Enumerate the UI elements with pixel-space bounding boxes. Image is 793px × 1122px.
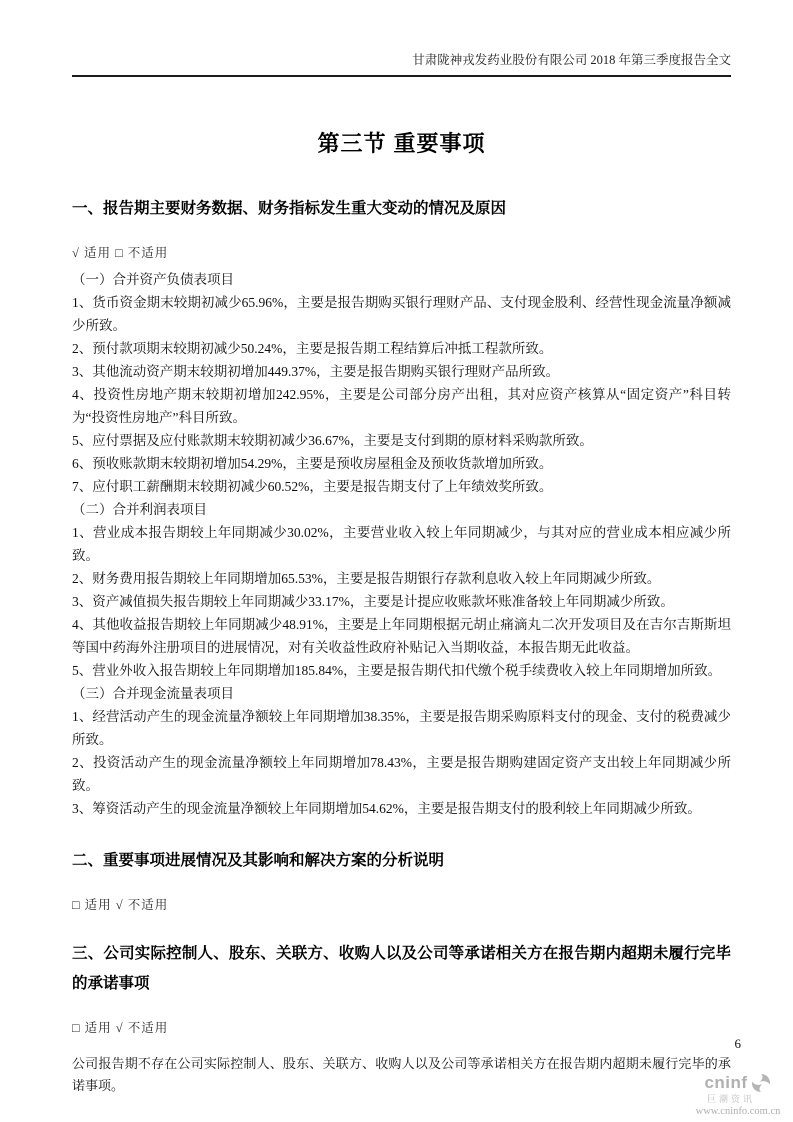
paragraph: 1、经营活动产生的现金流量净额较上年同期增加38.35%，主要是报告期采购原料支付的现金、支付的税费减少所致。 <box>72 709 731 747</box>
paragraph: 1、营业成本报告期较上年同期减少30.02%，主要营业收入较上年同期减少，与其对应的营业成本相应减少所致。 <box>72 525 731 563</box>
applicability-line-3: □ 适用 √ 不适用 <box>72 1021 169 1035</box>
sub-heading: （一）合并资产负债表项目 <box>72 272 234 287</box>
section-1-body <box>72 268 731 820</box>
paragraph: 7、应付职工薪酬期末较期初减少60.52%，主要是报告期支付了上年绩效奖所致。 <box>72 479 553 494</box>
section-3-note: 公司报告期不存在公司实际控制人、股东、关联方、收购人以及公司等承诺相关方在报告期内超期未履行完毕的承诺事项。 <box>72 1056 731 1093</box>
section-heading-3: 三、公司实际控制人、股东、关联方、收购人以及公司等承诺相关方在报告期内超期未履行完毕的承诺事项 <box>72 945 731 992</box>
page-header: 甘肃陇神戎发药业股份有限公司 2018 年第三季度报告全文 <box>72 52 731 77</box>
sub-heading: （二）合并利润表项目 <box>72 502 207 517</box>
paragraph: 6、预收账款期末较期初增加54.29%，主要是预收房屋租金及预收货款增加所致。 <box>72 456 553 471</box>
cninfo-watermark <box>688 1072 788 1117</box>
paragraph: 2、投资活动产生的现金流量净额较上年同期增加78.43%，主要是报告期购建固定资产支出较上年同期减少所致。 <box>72 755 731 793</box>
paragraph: 3、筹资活动产生的现金流量净额较上年同期增加54.62%，主要是报告期支付的股利较上年同期减少所致。 <box>72 801 701 816</box>
paragraph: 4、投资性房地产期末较期初增加242.95%，主要是公司部分房产出租，其对应资产核算从“固定资产”科目转为“投资性房地产”科目所致。 <box>72 387 731 425</box>
paragraph: 2、财务费用报告期较上年同期增加65.53%，主要是报告期银行存款利息收入较上年同期减少所致。 <box>72 571 661 586</box>
section-heading-1: 一、报告期主要财务数据、财务指标发生重大变动的情况及原因 <box>72 200 507 217</box>
page-number: 6 <box>734 1036 741 1051</box>
paragraph: 5、应付票据及应付账款期末较期初减少36.67%，主要是支付到期的原材料采购款所致。 <box>72 433 593 448</box>
paragraph: 3、其他流动资产期末较期初增加449.37%，主要是报告期购买银行理财产品所致。 <box>72 364 560 379</box>
applicability-line-2: □ 适用 √ 不适用 <box>72 898 169 912</box>
page-title: 第三节 重要事项 <box>317 131 486 156</box>
paragraph: 5、营业外收入报告期较上年同期增加185.84%，主要是报告期代扣代缴个税手续费收入较上年同期增加所致。 <box>72 663 722 678</box>
cninfo-cn-name: 巨潮资讯 <box>706 1094 755 1104</box>
cninfo-logo-text: cninf <box>704 1073 748 1092</box>
paragraph: 2、预付款项期末较期初减少50.24%，主要是报告期工程结算后冲抵工程款所致。 <box>72 341 553 356</box>
cninfo-url: www.cninfo.com.cn <box>695 1106 781 1117</box>
paragraph: 4、其他收益报告期较上年同期减少48.91%，主要是上年同期根据元胡止痛滴丸二次开发项目及在吉尔吉斯斯坦等国中药海外注册项目的进展情况，对有关收益性政府补贴记入当期收益，本报告期无此收益。 <box>72 617 731 655</box>
section-heading-2: 二、重要事项进展情况及其影响和解决方案的分析说明 <box>72 852 445 869</box>
paragraph: 3、资产减值损失报告期较上年同期减少33.17%，主要是计提应收账款坏账准备较上年同期减少所致。 <box>72 594 674 609</box>
sub-heading: （三）合并现金流量表项目 <box>72 686 234 701</box>
paragraph: 1、货币资金期末较期初减少65.96%，主要是报告期购买银行理财产品、支付现金股利、经营性现金流量净额减少所致。 <box>72 295 731 333</box>
applicability-line-1: √ 适用 □ 不适用 <box>72 246 169 260</box>
cninfo-swirl-icon <box>750 1072 772 1094</box>
